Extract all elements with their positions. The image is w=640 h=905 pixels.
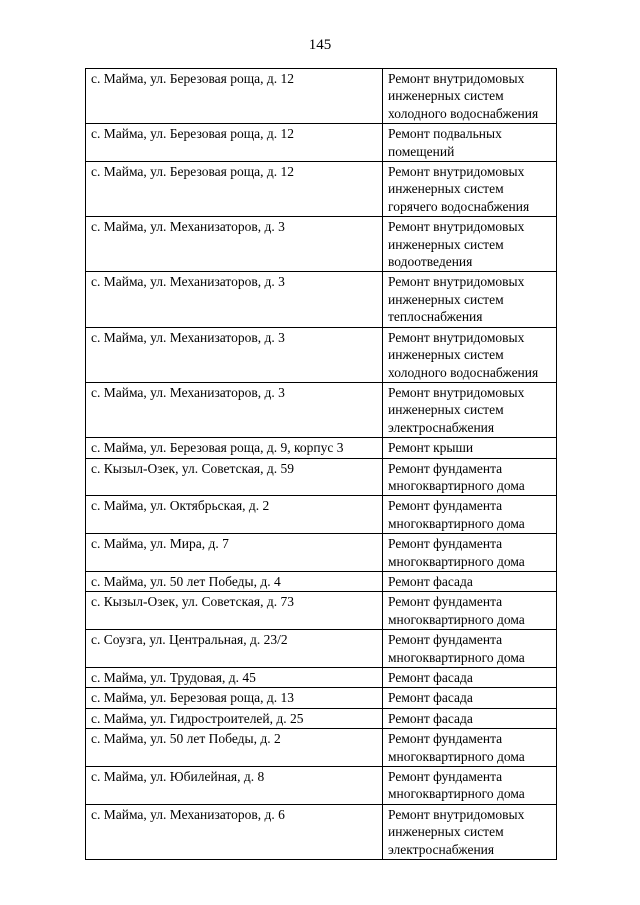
work-cell: Ремонт внутридомовых инженерных систем холодного водоснабжения [383, 69, 557, 124]
work-cell: Ремонт фасада [383, 708, 557, 728]
work-cell: Ремонт фасада [383, 668, 557, 688]
address-cell: с. Майма, ул. Механизаторов, д. 3 [86, 382, 383, 437]
table-row [86, 124, 557, 162]
address-cell: с. Майма, ул. Березовая роща, д. 9, корпус 3 [86, 438, 383, 458]
table-row [86, 729, 557, 767]
address-cell: с. Соузга, ул. Центральная, д. 23/2 [86, 630, 383, 668]
work-cell: Ремонт внутридомовых инженерных систем электроснабжения [383, 804, 557, 859]
address-cell: с. Майма, ул. Березовая роща, д. 12 [86, 69, 383, 124]
table-row [86, 162, 557, 217]
table-row [86, 668, 557, 688]
address-cell: с. Майма, ул. Березовая роща, д. 12 [86, 162, 383, 217]
work-cell: Ремонт фасада [383, 688, 557, 708]
address-cell: с. Майма, ул. Механизаторов, д. 3 [86, 327, 383, 382]
work-cell: Ремонт фундамента многоквартирного дома [383, 630, 557, 668]
work-cell: Ремонт внутридомовых инженерных систем электроснабжения [383, 382, 557, 437]
address-cell: с. Кызыл-Озек, ул. Советская, д. 73 [86, 592, 383, 630]
table-row [86, 327, 557, 382]
work-cell: Ремонт крыши [383, 438, 557, 458]
work-cell: Ремонт фундамента многоквартирного дома [383, 458, 557, 496]
works-table [85, 68, 557, 860]
address-cell: с. Майма, ул. Октябрьская, д. 2 [86, 496, 383, 534]
work-cell: Ремонт внутридомовых инженерных систем горячего водоснабжения [383, 162, 557, 217]
table-row [86, 708, 557, 728]
table-row [86, 534, 557, 572]
address-cell: с. Майма, ул. Березовая роща, д. 12 [86, 124, 383, 162]
address-cell: с. Майма, ул. Юбилейная, д. 8 [86, 767, 383, 805]
work-cell: Ремонт внутридомовых инженерных систем водоотведения [383, 217, 557, 272]
table-row [86, 592, 557, 630]
work-cell: Ремонт подвальных помещений [383, 124, 557, 162]
address-cell: с. Майма, ул. 50 лет Победы, д. 4 [86, 571, 383, 591]
table-row [86, 688, 557, 708]
work-cell: Ремонт внутридомовых инженерных систем холодного водоснабжения [383, 327, 557, 382]
address-cell: с. Майма, ул. Гидростроителей, д. 25 [86, 708, 383, 728]
work-cell: Ремонт фундамента многоквартирного дома [383, 496, 557, 534]
work-cell: Ремонт фундамента многоквартирного дома [383, 534, 557, 572]
address-cell: с. Майма, ул. 50 лет Победы, д. 2 [86, 729, 383, 767]
table-row [86, 458, 557, 496]
table-row [86, 804, 557, 859]
table-row [86, 630, 557, 668]
address-cell: с. Майма, ул. Механизаторов, д. 6 [86, 804, 383, 859]
table-row [86, 496, 557, 534]
work-cell: Ремонт фундамента многоквартирного дома [383, 767, 557, 805]
address-cell: с. Кызыл-Озек, ул. Советская, д. 59 [86, 458, 383, 496]
table-row [86, 438, 557, 458]
address-cell: с. Майма, ул. Березовая роща, д. 13 [86, 688, 383, 708]
works-table-body [86, 69, 557, 860]
table-row [86, 217, 557, 272]
page-number: 145 [308, 37, 332, 53]
table-row [86, 272, 557, 327]
address-cell: с. Майма, ул. Механизаторов, д. 3 [86, 272, 383, 327]
address-cell: с. Майма, ул. Мира, д. 7 [86, 534, 383, 572]
work-cell: Ремонт фундамента многоквартирного дома [383, 592, 557, 630]
work-cell: Ремонт внутридомовых инженерных систем теплоснабжения [383, 272, 557, 327]
work-cell: Ремонт фасада [383, 571, 557, 591]
work-cell: Ремонт фундамента многоквартирного дома [383, 729, 557, 767]
table-row [86, 571, 557, 591]
address-cell: с. Майма, ул. Механизаторов, д. 3 [86, 217, 383, 272]
table-row [86, 382, 557, 437]
table-row [86, 69, 557, 124]
table-row [86, 767, 557, 805]
address-cell: с. Майма, ул. Трудовая, д. 45 [86, 668, 383, 688]
